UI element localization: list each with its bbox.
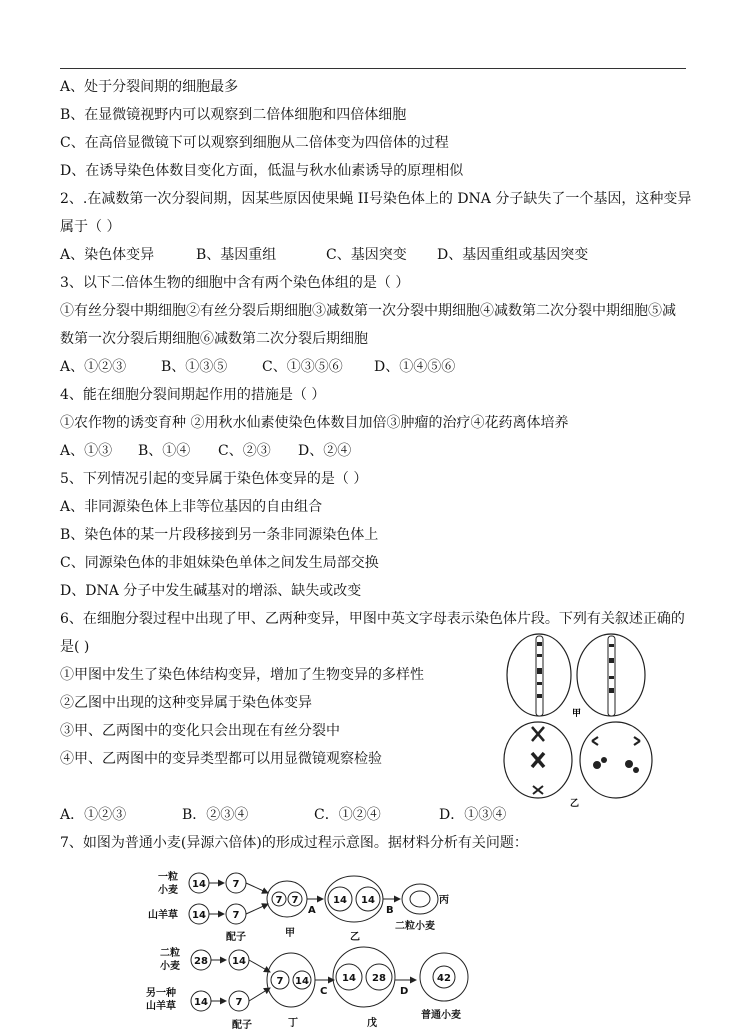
q3-option-d: D、①④⑤⑥: [374, 359, 456, 375]
q6-statement-4: ④甲、乙两图中的变异类型都可以用显微镜观察检验: [60, 751, 382, 767]
q3-option-c: C、①③⑤⑥: [262, 359, 343, 375]
row2-result-name: 普通小麦: [421, 1010, 461, 1021]
row2-gamete1-n: 14: [232, 956, 246, 967]
row2-doubled-label: 戊: [367, 1018, 377, 1029]
row2-arrow-c: C: [320, 986, 328, 997]
row1-gamete2-n: 7: [232, 910, 240, 921]
row1-species2-n: 14: [192, 910, 206, 921]
row1-species1-l1: 一粒: [158, 872, 178, 883]
q5-option-c: C、同源染色体的非姐妹染色单体之间发生局部交换: [60, 555, 379, 571]
row2-gamete2-n: 7: [235, 997, 243, 1008]
row1-result-cell: [402, 884, 438, 914]
row2-species1-n: 28: [194, 956, 208, 967]
q6-statement-2: ②乙图中出现的这种变异属于染色体变异: [60, 695, 312, 711]
row1-fused-n2: 7: [291, 895, 299, 906]
q1-option-a: A、处于分裂间期的细胞最多: [60, 79, 239, 95]
row2-species2-l1: 另一种: [146, 988, 176, 999]
cell-jia-right: [577, 634, 645, 716]
row1-fused-cell: [267, 881, 307, 917]
q5-option-b: B、染色体的某一片段移接到另一条非同源染色体上: [60, 527, 379, 543]
q6-option-a: A．①②③: [60, 807, 127, 823]
row2-species1-l2: 小麦: [160, 961, 180, 972]
fig6-label-jia: 甲: [572, 709, 582, 719]
q2-option-a: A、染色体变异: [60, 247, 155, 263]
row2-fused-n2: 14: [295, 976, 309, 987]
q6-statement-3: ③甲、乙两图中的变化只会出现在有丝分裂中: [60, 723, 340, 739]
row1-arrow-b: B: [386, 905, 394, 916]
row1-fused-n1: 7: [275, 895, 283, 906]
q2-stem-line2: 属于（ ）: [60, 219, 121, 235]
row1-result-label: 丙: [439, 895, 449, 906]
q1-option-c: C、在高倍显微镜下可以观察到细胞从二倍体变为四倍体的过程: [60, 135, 449, 151]
row1-species1-n: 14: [192, 879, 206, 890]
q1-option-b: B、在显微镜视野内可以观察到二倍体细胞和四倍体细胞: [60, 107, 407, 123]
q3-option-b: B、①③⑤: [161, 359, 228, 375]
q6-options: [60, 805, 506, 825]
q4-stem: 4、能在细胞分裂间期起作用的措施是（ ）: [60, 387, 326, 403]
row1-species1-l2: 小麦: [158, 885, 178, 896]
q3-items-line1: ①有丝分裂中期细胞②有丝分裂后期细胞③减数第一次分裂中期细胞④减数第二次分裂中期细胞⑤减: [60, 303, 676, 319]
q3-option-a: A、①②③: [60, 359, 127, 375]
q4-option-a: A、①③: [60, 443, 113, 459]
q3-options: [60, 357, 455, 377]
q4-option-b: B、①④: [138, 443, 191, 459]
q4-option-c: C、②③: [218, 443, 271, 459]
q2-stem-line1: 2、.在减数第一次分裂间期，因某些原因使果蝇 II号染色体上的 DNA 分子缺失了一个基因，这种变异: [60, 191, 692, 207]
row1-arrow-a: A: [308, 905, 316, 916]
q2-option-c: C、基因突变: [326, 247, 407, 263]
q4-options: [60, 441, 351, 461]
q3-stem: 3、以下二倍体生物的细胞中含有两个染色体组的是（ ）: [60, 275, 410, 291]
q2-option-d: D、基因重组或基因突变: [437, 247, 589, 263]
row2-result-n: 42: [437, 973, 451, 984]
row1-gamete-label: 配子: [226, 932, 246, 943]
row2-gamete-label: 配子: [232, 1020, 252, 1030]
q1-option-d: D、在诱导染色体数目变化方面，低温与秋水仙素诱导的原理相似: [60, 163, 464, 179]
q2-options: [60, 245, 588, 265]
cell-jia-left: [507, 634, 571, 716]
q5-option-a: A、非同源染色体上非等位基因的自由组合: [60, 499, 323, 515]
row1-result-name: 二粒小麦: [395, 921, 435, 932]
row2-fused-n1: 7: [276, 976, 284, 987]
fig6-label-yi: 乙: [570, 799, 580, 809]
row2-species1-l1: 二粒: [160, 948, 180, 959]
cell-yi-right: [580, 722, 652, 798]
row2-species2-l2: 山羊草: [146, 1001, 176, 1012]
q6-figure: [500, 630, 670, 810]
q7-stem: 7、如图为普通小麦(异源六倍体)的形成过程示意图。据材料分析有关问题：: [60, 835, 528, 851]
q5-option-d: D、DNA 分子中发生碱基对的增添、缺失或改变: [60, 583, 362, 599]
q3-items-line2: 数第一次分裂后期细胞⑥减数第二次分裂后期细胞: [60, 331, 368, 347]
q4-items: ①农作物的诱变育种 ②用秋水仙素使染色体数目加倍③肿瘤的治疗④花药离体培养: [60, 415, 569, 431]
row2-doubled-n1: 14: [342, 973, 356, 984]
row2-fused-label: 丁: [288, 1018, 298, 1029]
row2-species2-n: 14: [194, 997, 208, 1008]
row1-doubled-n1: 14: [333, 895, 347, 906]
q6-stem-line1: 6、在细胞分裂过程中出现了甲、乙两种变异，甲图中英文字母表示染色体片段。下列有关叙述正确的: [60, 611, 685, 627]
q6-statement-1: ①甲图中发生了染色体结构变异，增加了生物变异的多样性: [60, 667, 424, 683]
cell-yi-left: [504, 722, 572, 798]
row1-species2: 山羊草: [148, 910, 178, 921]
q6-option-d: D．①③④: [439, 807, 507, 823]
q2-option-b: B、基因重组: [196, 247, 277, 263]
row2-arrow-d: D: [400, 986, 409, 997]
row2-doubled-n2: 28: [372, 973, 386, 984]
q4-option-d: D、②④: [298, 443, 352, 459]
q6-stem-line2: 是( ): [60, 639, 90, 655]
q6-option-c: C．①②④: [314, 807, 381, 823]
row1-gamete1-n: 7: [232, 879, 240, 890]
row1-doubled-label: 乙: [350, 932, 360, 943]
row1-fused-label: 甲: [285, 928, 295, 939]
row1-doubled-n2: 14: [361, 895, 375, 906]
q7-figure: [140, 860, 480, 1030]
q5-stem: 5、下列情况引起的变异属于染色体变异的是（ ）: [60, 471, 368, 487]
header-rule: [60, 68, 686, 69]
q6-option-b: B．②③④: [182, 807, 249, 823]
